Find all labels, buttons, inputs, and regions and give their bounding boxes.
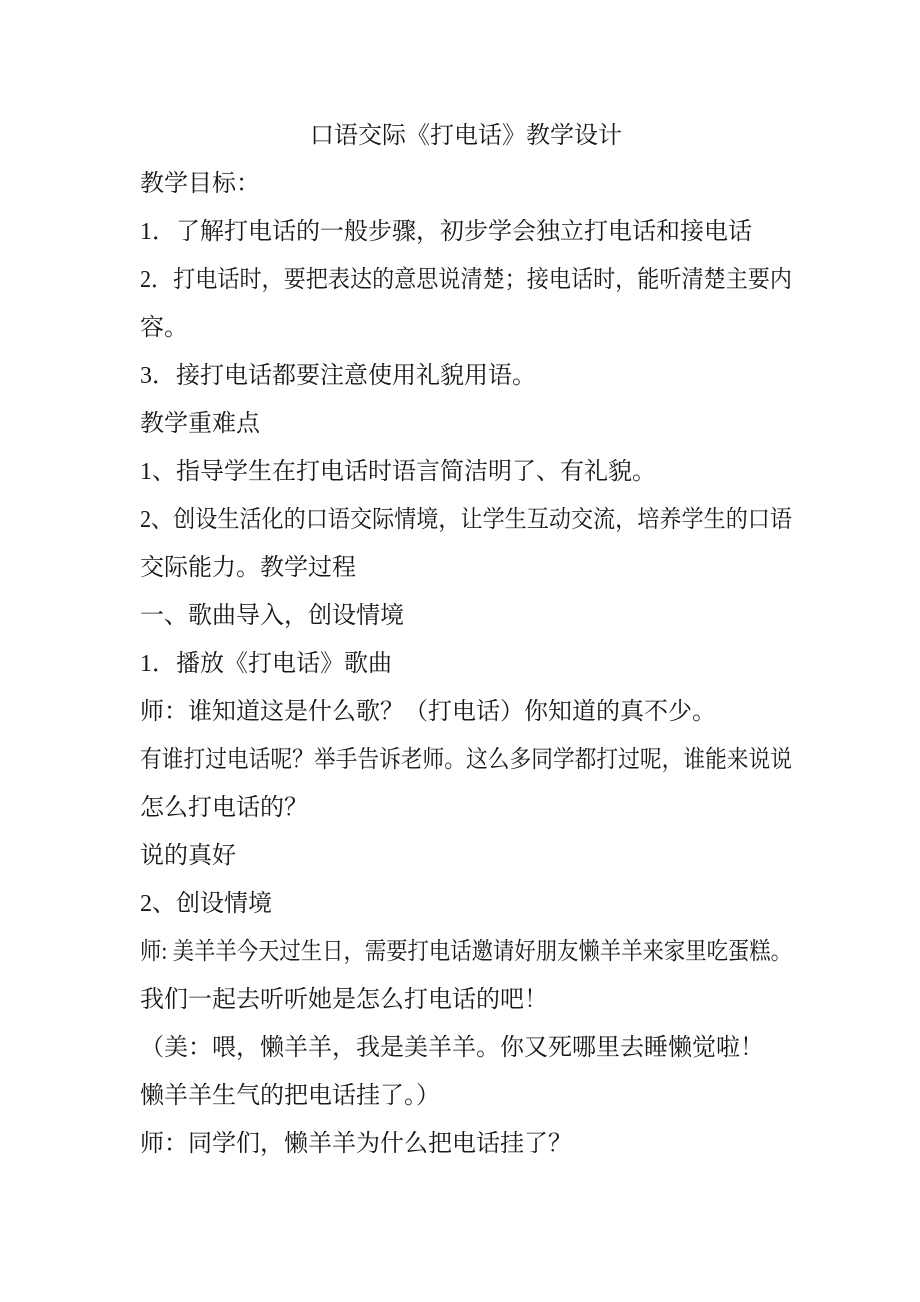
document-line-text: 2、创设情境 xyxy=(140,891,272,917)
document-text-block xyxy=(140,112,792,1168)
document-line-text: 2．打电话时，要把表达的意思说清楚；接电话时，能听清楚主要内 xyxy=(140,267,792,293)
document-line-text: 1．播放《打电话》歌曲 xyxy=(140,651,392,677)
document-line xyxy=(140,544,792,592)
document-line-text: 2、创设生活化的口语交际情境，让学生互动交流，培养学生的口语 xyxy=(140,507,792,533)
document-line xyxy=(140,1120,792,1168)
document-title-line xyxy=(140,112,792,160)
document-line-text: 怎么打电话的？ xyxy=(140,795,308,821)
document-line xyxy=(140,640,792,688)
document-line xyxy=(140,784,792,832)
document-line xyxy=(140,256,792,304)
document-line-text: 容。 xyxy=(140,315,188,341)
document-line xyxy=(140,832,792,880)
document-line-text: 说的真好 xyxy=(140,843,236,869)
document-line-text: 我们一起去听听她是怎么打电话的吧！ xyxy=(140,987,548,1013)
document-line-text: 3．接打电话都要注意使用礼貌用语。 xyxy=(140,363,536,389)
document-line-text: 一、歌曲导入，创设情境 xyxy=(140,603,404,629)
document-line xyxy=(140,496,792,544)
document-line xyxy=(140,400,792,448)
document-line-text: 1．了解打电话的一般步骤，初步学会独立打电话和接电话 xyxy=(140,219,752,245)
document-line xyxy=(140,928,792,976)
document-line xyxy=(140,304,792,352)
document-line-text: 有谁打过电话呢？举手告诉老师。这么多同学都打过呢，谁能来说说 xyxy=(140,747,792,773)
document-line-text: （美：喂，懒羊羊，我是美羊羊。你又死哪里去睡懒觉啦！ xyxy=(140,1035,764,1061)
document-line-text: 教学目标： xyxy=(140,171,260,197)
document-line xyxy=(140,976,792,1024)
document-line xyxy=(140,1072,792,1120)
document-line xyxy=(140,208,792,256)
document-line-text: 教学重难点 xyxy=(140,411,260,437)
document-line xyxy=(140,160,792,208)
document-body xyxy=(140,160,792,1168)
document-line xyxy=(140,688,792,736)
document-line xyxy=(140,1024,792,1072)
document-title: 口语交际《打电话》教学设计 xyxy=(310,123,622,149)
document-line-text: 师：谁知道这是什么歌？（打电话）你知道的真不少。 xyxy=(140,699,716,725)
document-line xyxy=(140,880,792,928)
document-line xyxy=(140,352,792,400)
document-line-text: 师：同学们，懒羊羊为什么把电话挂了？ xyxy=(140,1131,572,1157)
document-line-text: 懒羊羊生气的把电话挂了。） xyxy=(140,1083,440,1109)
document-line-text: 1、指导学生在打电话时语言简洁明了、有礼貌。 xyxy=(140,459,656,485)
document-line xyxy=(140,592,792,640)
document-line-text: 交际能力。教学过程 xyxy=(140,555,356,581)
document-line xyxy=(140,448,792,496)
document-line xyxy=(140,736,792,784)
document-line-text: 师: 美羊羊今天过生日，需要打电话邀请好朋友懒羊羊来家里吃蛋糕。 xyxy=(140,939,792,965)
